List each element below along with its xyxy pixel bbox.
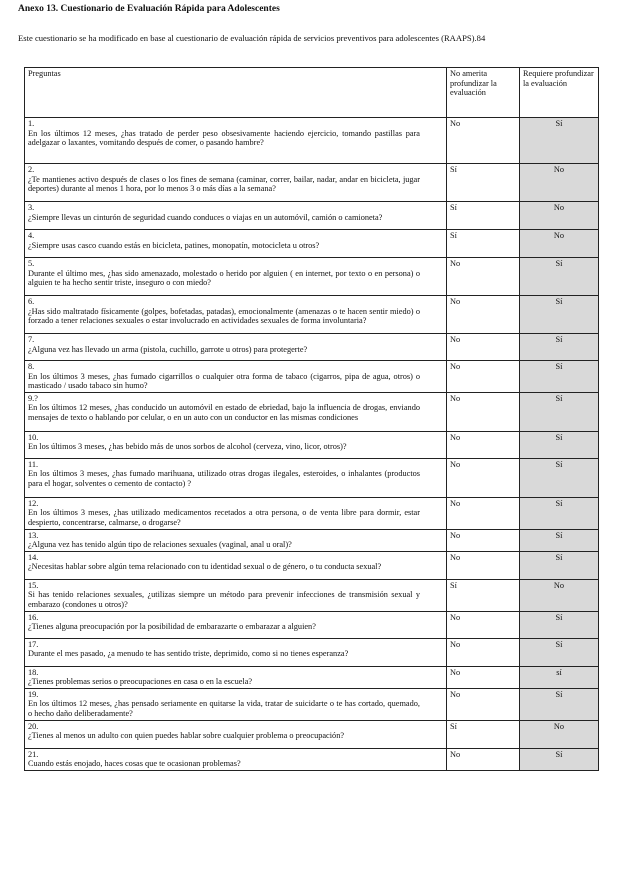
question-cell xyxy=(25,392,447,431)
answer-needs: sí xyxy=(520,666,599,688)
question-text: En los últimos 12 meses, ¿has conducido un automóvil en estado de ebriedad, bajo la influencia de drogas, enviando mensajes de texto o hablando por celular, o en un auto con un conductor en las mismas condiciones xyxy=(28,403,420,422)
table-row xyxy=(25,688,599,720)
table-row xyxy=(25,296,599,334)
question-number: 7. xyxy=(28,335,35,344)
question-text: ¿Te mantienes activo después de clases o los fines de semana (caminar, correr, bailar, nadar, andar en bicicleta, jugar deportes) durante al menos 1 hora, por lo menos 3 o más días a la semana? xyxy=(28,174,420,194)
table-row xyxy=(25,748,599,770)
question-number: 16. xyxy=(28,612,39,622)
question-number: 13. xyxy=(28,530,39,540)
question-cell xyxy=(25,334,447,361)
answer-no-need: No xyxy=(447,258,520,296)
answer-no-need: No xyxy=(447,611,520,638)
answer-needs: Sí xyxy=(520,529,599,551)
question-number: 9.? xyxy=(28,393,38,403)
answer-needs: Sí xyxy=(520,361,599,393)
question-number: 14. xyxy=(28,552,39,562)
question-cell xyxy=(25,202,447,230)
question-number: 20. xyxy=(28,721,39,731)
question-number: 19. xyxy=(28,689,39,699)
table-row xyxy=(25,202,599,230)
question-text: En los últimos 3 meses, ¿has fumado marihuana, utilizado otras drogas ilegales, esteroides, o inhalantes (productos para el hogar, solventes o cemento de contacto) ? xyxy=(28,469,420,488)
question-number: 6. xyxy=(28,297,35,306)
question-number: 12. xyxy=(28,498,39,508)
table-row xyxy=(25,164,599,202)
table-row xyxy=(25,551,599,579)
question-text: ¿Alguna vez has tenido algún tipo de relaciones sexuales (vaginal, anal u oral)? xyxy=(28,540,292,550)
question-text: ¿Siempre usas casco cuando estás en bicicleta, patines, monopatín, motocicleta u otros? xyxy=(28,240,320,250)
question-text: Durante el mes pasado, ¿a menudo te has sentido triste, deprimido, como si no tienes esperanza? xyxy=(28,649,349,659)
table-row xyxy=(25,258,599,296)
question-number: 8. xyxy=(28,362,35,371)
question-cell xyxy=(25,688,447,720)
question-cell xyxy=(25,666,447,688)
answer-no-need: No xyxy=(447,361,520,393)
questionnaire-table xyxy=(24,67,599,771)
table-row xyxy=(25,497,599,529)
answer-needs: Sí xyxy=(520,118,599,164)
question-text: Cuando estás enojado, haces cosas que te ocasionan problemas? xyxy=(28,759,241,769)
answer-no-need: Sí xyxy=(447,579,520,611)
answer-no-need: Sí xyxy=(447,202,520,230)
document-title: Anexo 13. Cuestionario de Evaluación Rápida para Adolescentes xyxy=(18,4,280,14)
question-number: 21. xyxy=(28,749,39,759)
answer-no-need: Sí xyxy=(447,230,520,258)
table-row xyxy=(25,720,599,748)
answer-needs: Sí xyxy=(520,392,599,431)
answer-no-need: No xyxy=(447,392,520,431)
table-row xyxy=(25,529,599,551)
question-text: Durante el último mes, ¿has sido amenazado, molestado o herido por alguien ( en internet, por texto o en persona) o alguien te ha hecho sentir triste, inseguro o con miedo? xyxy=(28,268,420,288)
question-cell xyxy=(25,458,447,497)
answer-needs: No xyxy=(520,230,599,258)
answer-no-need: No xyxy=(447,638,520,666)
question-text: ¿Tienes problemas serios o preocupaciones en casa o en la escuela? xyxy=(28,677,253,687)
answer-needs: No xyxy=(520,164,599,202)
question-cell xyxy=(25,611,447,638)
question-cell xyxy=(25,720,447,748)
question-number: 5. xyxy=(28,259,35,268)
question-text: ¿Tienes alguna preocupación por la posibilidad de embarazarte o embarazar a alguien? xyxy=(28,622,316,632)
answer-no-need: No xyxy=(447,748,520,770)
question-number: 4. xyxy=(28,231,35,240)
question-text: Si has tenido relaciones sexuales, ¿utilizas siempre un método para prevenir infecciones de transmisión sexual y embarazo (condones u otros)? xyxy=(28,590,420,609)
answer-no-need: No xyxy=(447,118,520,164)
question-cell xyxy=(25,529,447,551)
answer-no-need: No xyxy=(447,334,520,361)
answer-no-need: Sí xyxy=(447,164,520,202)
answer-no-need: No xyxy=(447,296,520,334)
header-needs: Requiere profundizar la evaluación xyxy=(520,68,599,118)
question-text: En los últimos 12 meses, ¿has tratado de perder peso obsesivamente haciendo ejercicio, tomando pastillas para adelgazar o laxantes, vomitando después de comer, o pasando hambre? xyxy=(28,128,420,148)
question-cell xyxy=(25,551,447,579)
document-intro: Este cuestionario se ha modificado en base al cuestionario de evaluación rápida de servicios preventivos para adolescentes (RAAPS).84 xyxy=(18,33,486,43)
question-text: En los últimos 3 meses, ¿has utilizado medicamentos recetados a otra persona, o de venta libre para dormir, estar despierto, concentrarse, calmarse, o drogarse? xyxy=(28,508,420,527)
table-row xyxy=(25,230,599,258)
question-text: En los últimos 3 meses, ¿has bebido más de unos sorbos de alcohol (cerveza, vino, licor, otros)? xyxy=(28,442,347,452)
answer-needs: No xyxy=(520,579,599,611)
question-cell xyxy=(25,748,447,770)
table-row xyxy=(25,392,599,431)
question-cell xyxy=(25,118,447,164)
question-cell xyxy=(25,361,447,393)
question-number: 3. xyxy=(28,203,35,212)
question-cell xyxy=(25,230,447,258)
answer-needs: Sí xyxy=(520,748,599,770)
question-text: ¿Tienes al menos un adulto con quien puedes hablar sobre cualquier problema o preocupación? xyxy=(28,731,345,741)
answer-no-need: No xyxy=(447,666,520,688)
answer-needs: Sí xyxy=(520,296,599,334)
table-row xyxy=(25,334,599,361)
question-cell xyxy=(25,258,447,296)
question-number: 2. xyxy=(28,165,35,174)
table-row xyxy=(25,579,599,611)
answer-no-need: No xyxy=(447,688,520,720)
question-number: 1. xyxy=(28,119,35,128)
answer-needs: Sí xyxy=(520,431,599,458)
answer-no-need: Sí xyxy=(447,720,520,748)
question-number: 10. xyxy=(28,432,39,442)
question-text: ¿Necesitas hablar sobre algún tema relacionado con tu identidad sexual o de género, o tu conducta sexual? xyxy=(28,562,382,572)
answer-no-need: No xyxy=(447,431,520,458)
answer-needs: Sí xyxy=(520,638,599,666)
header-questions: Preguntas xyxy=(25,68,447,118)
question-cell xyxy=(25,497,447,529)
answer-needs: Sí xyxy=(520,258,599,296)
answer-no-need: No xyxy=(447,551,520,579)
question-number: 15. xyxy=(28,580,39,590)
answer-needs: Sí xyxy=(520,497,599,529)
table-header-row xyxy=(25,68,599,118)
table-row xyxy=(25,431,599,458)
question-text: ¿Alguna vez has llevado un arma (pistola, cuchillo, garrote u otros) para protegerte? xyxy=(28,344,308,354)
header-no-need: No amerita profundizar la evaluación xyxy=(447,68,520,118)
question-cell xyxy=(25,431,447,458)
question-number: 18. xyxy=(28,667,39,677)
question-cell xyxy=(25,638,447,666)
table-row xyxy=(25,458,599,497)
question-text: En los últimos 12 meses, ¿has pensado seriamente en quitarse la vida, tratar de suicidarte o te has cortado, quemado, o hecho daño deliberadamente? xyxy=(28,699,420,718)
table-row xyxy=(25,118,599,164)
answer-no-need: No xyxy=(447,529,520,551)
table-row xyxy=(25,638,599,666)
question-cell xyxy=(25,579,447,611)
table-row xyxy=(25,611,599,638)
answer-needs: Sí xyxy=(520,551,599,579)
answer-needs: No xyxy=(520,202,599,230)
question-cell xyxy=(25,164,447,202)
answer-needs: Sí xyxy=(520,458,599,497)
question-text: ¿Siempre llevas un cinturón de seguridad cuando conduces o viajas en un automóvil, camión o camioneta? xyxy=(28,212,383,222)
question-text: En los últimos 3 meses, ¿has fumado cigarrillos o cualquier otra forma de tabaco (cigarros, pipa de agua, otros) o masticado / usado tabaco sin humo? xyxy=(28,371,420,391)
table-row xyxy=(25,666,599,688)
table-row xyxy=(25,361,599,393)
answer-needs: Sí xyxy=(520,334,599,361)
question-text: ¿Has sido maltratado físicamente (golpes, bofetadas, patadas), emocionalmente (amenazas o te hacen sentir miedo) o forzado a tener relaciones sexuales o estar involucrado en actividades sexuales de forma involuntaria? xyxy=(28,306,420,326)
question-number: 17. xyxy=(28,639,39,649)
answer-needs: Sí xyxy=(520,611,599,638)
question-number: 11. xyxy=(28,459,39,469)
answer-no-need: No xyxy=(447,458,520,497)
question-cell xyxy=(25,296,447,334)
answer-needs: No xyxy=(520,720,599,748)
answer-needs: Sí xyxy=(520,688,599,720)
answer-no-need: No xyxy=(447,497,520,529)
